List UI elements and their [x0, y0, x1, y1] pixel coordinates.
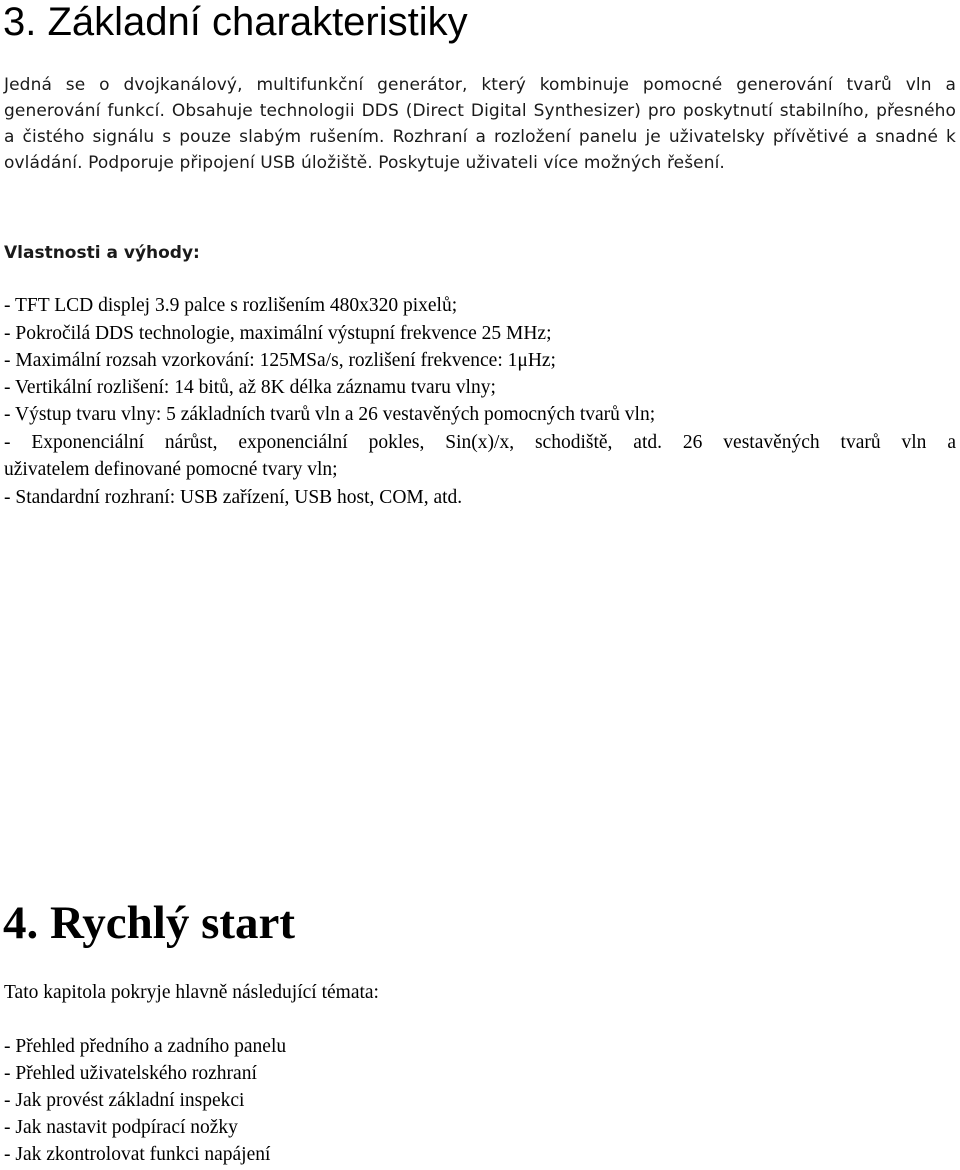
feature-item: - TFT LCD displej 3.9 palce s rozlišením 480x320 pixelů;: [4, 295, 458, 316]
topic-item: - Přehled předního a zadního panelu: [4, 1036, 287, 1057]
feature-item: - Vertikální rozlišení: 14 bitů, až 8K délka záznamu tvaru vlny;: [4, 377, 496, 398]
section-3-title: 3. Základní charakteristiky: [3, 0, 468, 44]
feature-item: - Standardní rozhraní: USB zařízení, USB host, COM, atd.: [4, 487, 463, 508]
section-4-title: 4. Rychlý start: [3, 897, 296, 949]
feature-item: - Exponenciální nárůst, exponenciální pokles, Sin(x)/x, schodiště, atd. 26 vestavěných tvarů vln a: [4, 432, 956, 453]
feature-item: - Pokročilá DDS technologie, maximální výstupní frekvence 25 MHz;: [4, 323, 552, 344]
topic-item: - Jak nastavit podpírací nožky: [4, 1117, 238, 1138]
topic-item: - Jak zkontrolovat funkci napájení: [4, 1144, 271, 1165]
topic-item: - Jak provést základní inspekci: [4, 1090, 245, 1111]
feature-item: - Maximální rozsah vzorkování: 125MSa/s, rozlišení frekvence: 1μHz;: [4, 350, 556, 371]
section-3-intro: Jedná se o dvojkanálový, multifunkční generátor, který kombinuje pomocné generování tvarů vln a generování funkcí. Obsahuje technologii DDS (Direct Digital Synthesizer) pro poskytnutí stabilního, přesného a čistého signálu s pouze slabým rušením. Rozhraní a rozložení panelu je uživatelsky přívětivé a snadné k ovládání. Podporuje připojení USB úložiště. Poskytuje uživateli více možných řešení.: [4, 75, 956, 173]
feature-item: - Výstup tvaru vlny: 5 základních tvarů vln a 26 vestavěných pomocných tvarů vln;: [4, 404, 656, 425]
features-heading: Vlastnosti a výhody:: [4, 243, 200, 263]
feature-item-continuation: uživatelem definované pomocné tvary vln;: [4, 459, 338, 480]
section-4-intro: Tato kapitola pokryje hlavně následující témata:: [4, 982, 379, 1003]
topic-item: - Přehled uživatelského rozhraní: [4, 1063, 257, 1084]
